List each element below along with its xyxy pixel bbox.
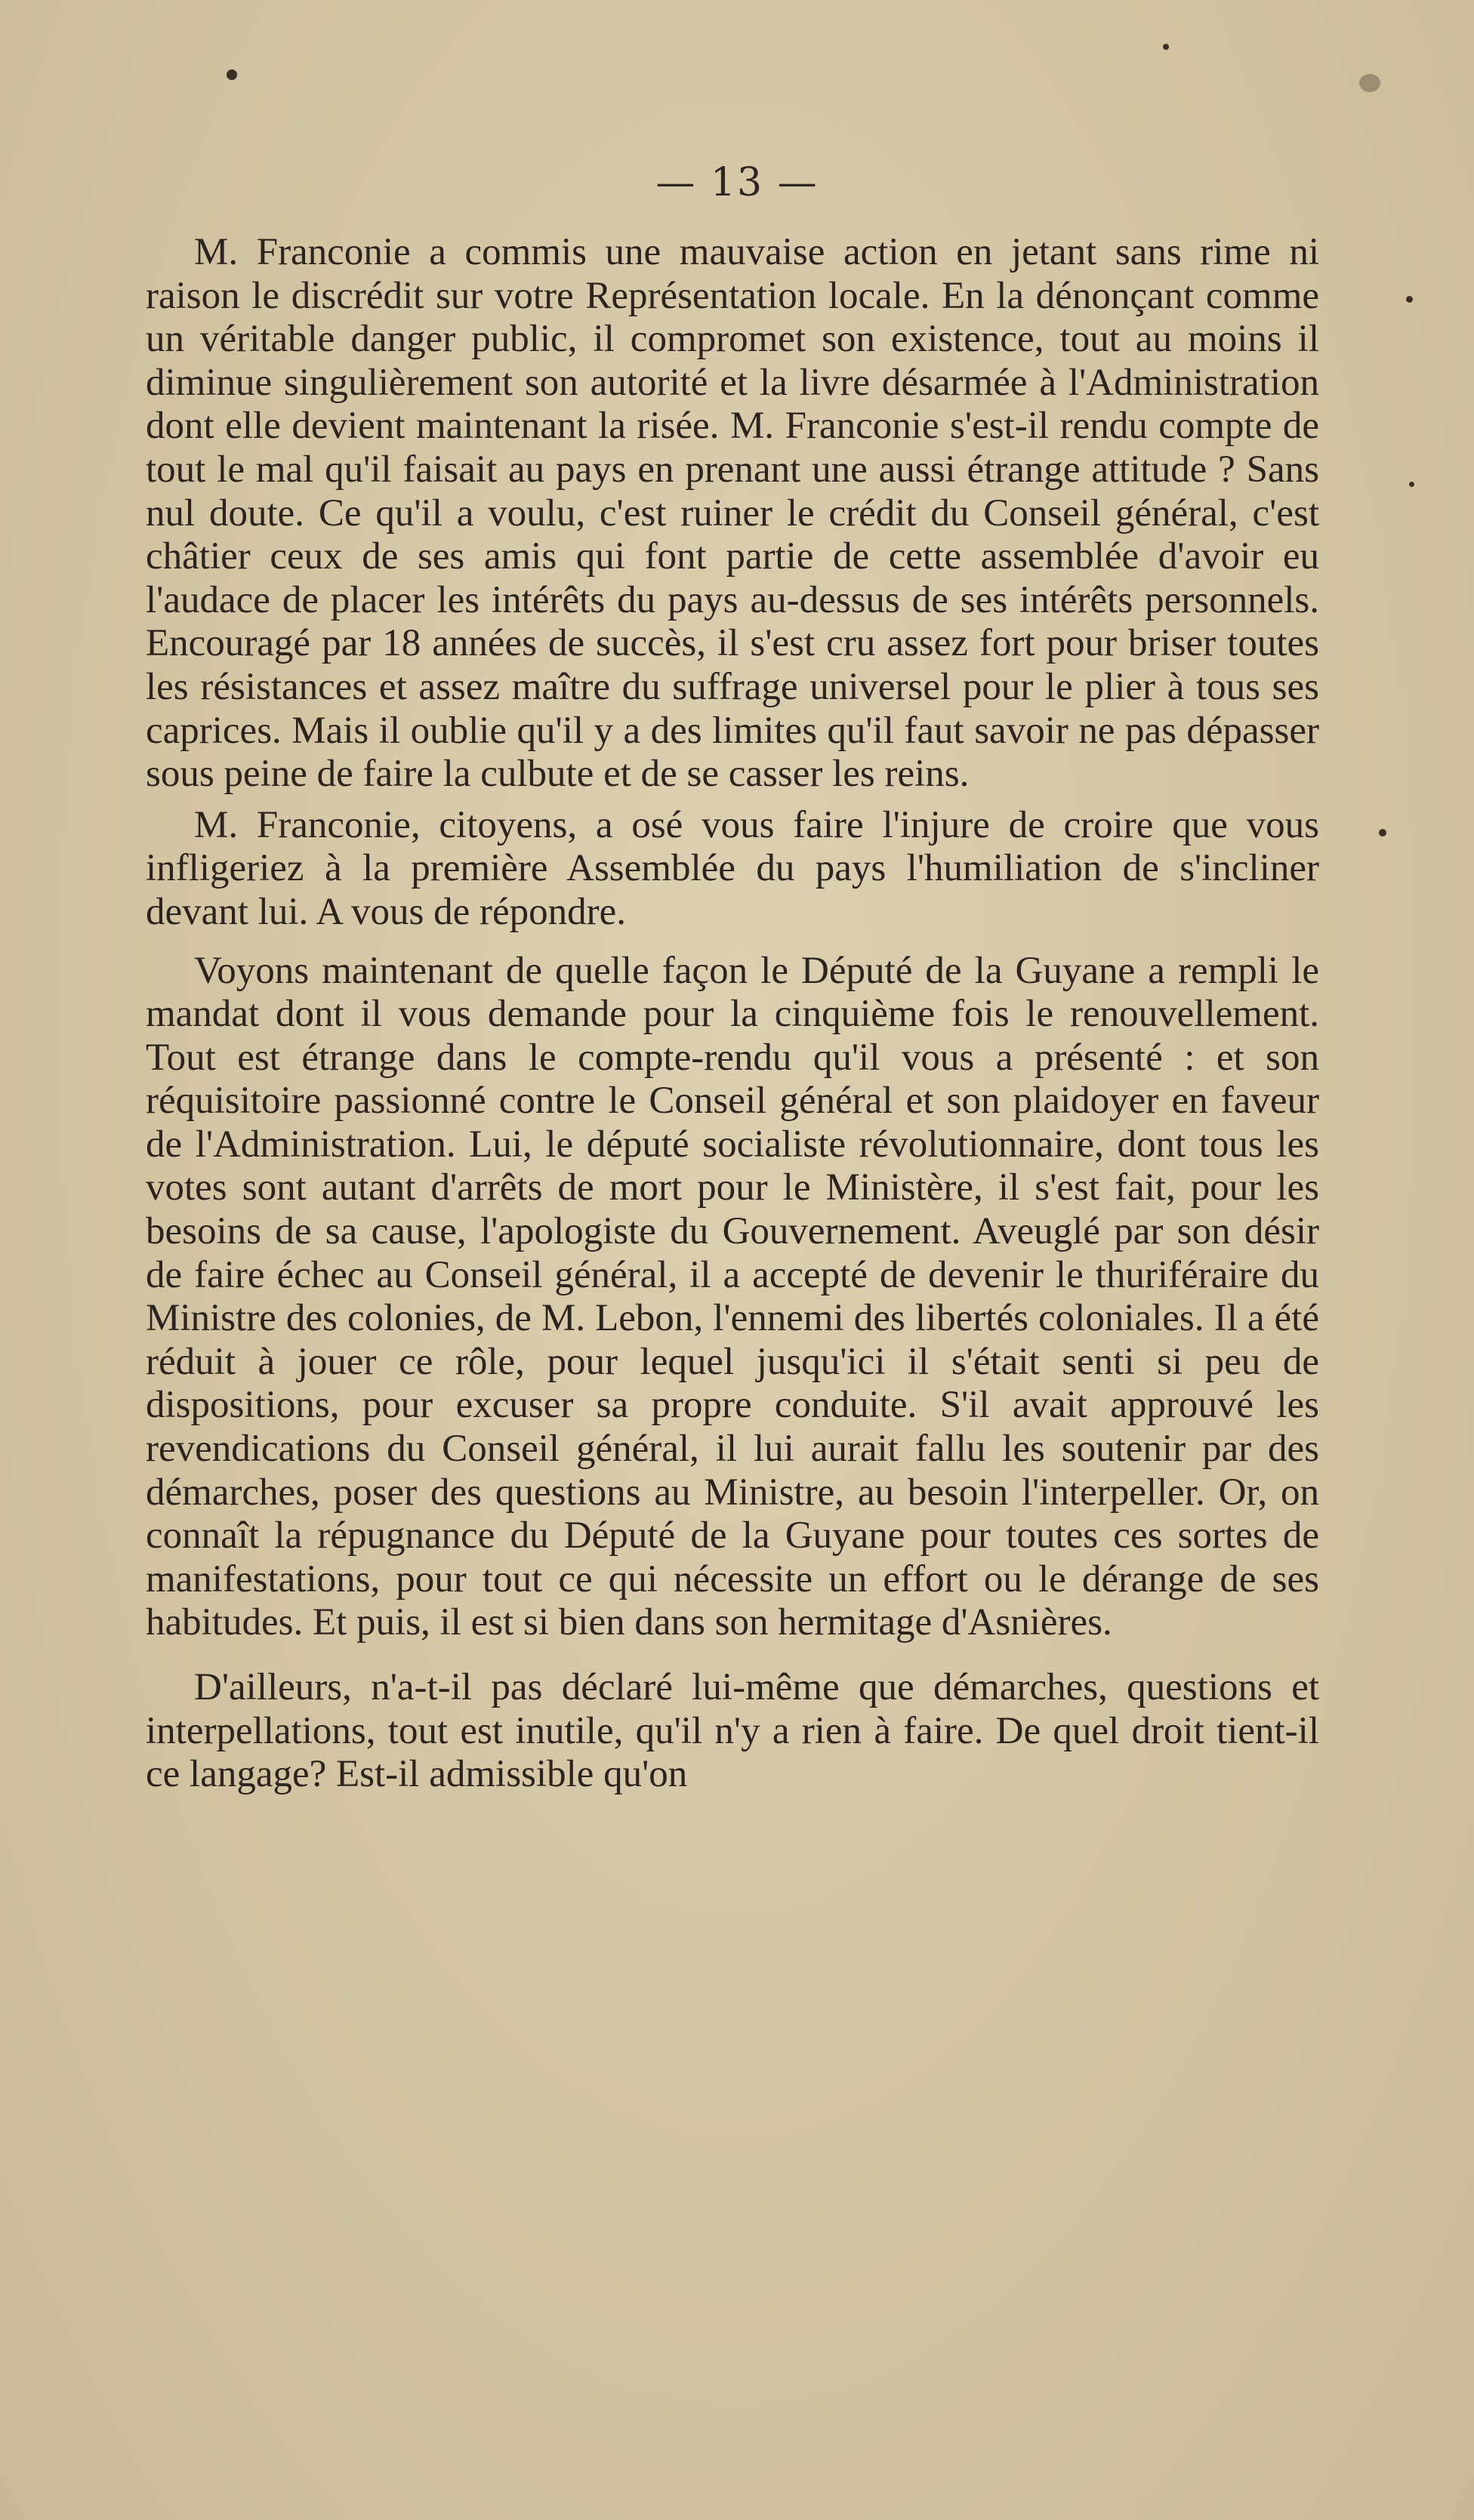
- body-text: [146, 231, 1319, 1797]
- ink-speck: [1409, 482, 1414, 487]
- ink-speck: [1163, 44, 1169, 50]
- paragraph: Voyons maintenant de quelle façon le Député de la Guyane a rempli le mandat dont il vous demande pour la cinquième fois le renouvellement. Tout est étrange dans le compte-rendu qu'il vous a présenté : et son réquisitoire passionné contre le Conseil général et son plaidoyer en faveur de l'Administration. Lui, le député socialiste révolutionnaire, dont tous les votes sont autant d'arrêts de mort pour le Ministère, il s'est fait, pour les besoins de sa cause, l'apologiste du Gouvernement. Aveuglé par son désir de faire échec au Conseil général, il a accepté de devenir le thuriféraire du Ministre des colonies, de M. Lebon, l'ennemi des libertés coloniales. Il a été réduit à jouer ce rôle, pour lequel jusqu'ici il s'était senti si peu de dispositions, pour excuser sa propre conduite. S'il avait approuvé les revendications du Conseil général, il lui aurait fallu les soutenir par des démarches, poser des questions au Ministre, au besoin l'interpeller. Or, on connaît la répugnance du Député de la Guyane pour toutes ces sortes de manifestations, pour tout ce qui nécessite un effort ou le dérange de ses habitudes. Et puis, il est si bien dans son hermitage d'Asnières.: [146, 949, 1319, 1644]
- ink-speck: [227, 69, 237, 80]
- ink-speck: [1379, 829, 1386, 836]
- ink-speck: [1359, 74, 1380, 92]
- ink-speck: [1406, 296, 1413, 303]
- paragraph: D'ailleurs, n'a-t-il pas déclaré lui-même que démarches, questions et interpellations, tout est inutile, qu'il n'y a rien à faire. De quel droit tient-il ce langage? Est-il admissible qu'on: [146, 1666, 1319, 1796]
- paragraph: M. Franconie, citoyens, a osé vous faire l'injure de croire que vous infligeriez à la première Assemblée du pays l'humiliation de s'incliner devant lui. A vous de répondre.: [146, 803, 1319, 933]
- page-number: — 13 —: [655, 160, 819, 205]
- paragraph: M. Franconie a commis une mauvaise action en jetant sans rime ni raison le discrédit sur votre Représentation locale. En la dénonçant comme un véritable danger public, il compromet son existence, tout au moins il diminue singulièrement son autorité et la livre désarmée à l'Administration dont elle devient maintenant la risée. M. Franconie s'est-il rendu compte de tout le mal qu'il faisait au pays en prenant une aussi étrange attitude ? Sans nul doute. Ce qu'il a voulu, c'est ruiner le crédit du Conseil général, c'est châtier ceux de ses amis qui font partie de cette assemblée d'avoir eu l'audace de placer les intérêts du pays au-dessus de ses intérêts personnels. Encouragé par 18 années de succès, il s'est cru assez fort pour briser toutes les résistances et assez maître du suffrage universel pour le plier à tous ses caprices. Mais il oublie qu'il y a des limites qu'il faut savoir ne pas dépasser sous peine de faire la culbute et de se casser les reins.: [146, 231, 1319, 796]
